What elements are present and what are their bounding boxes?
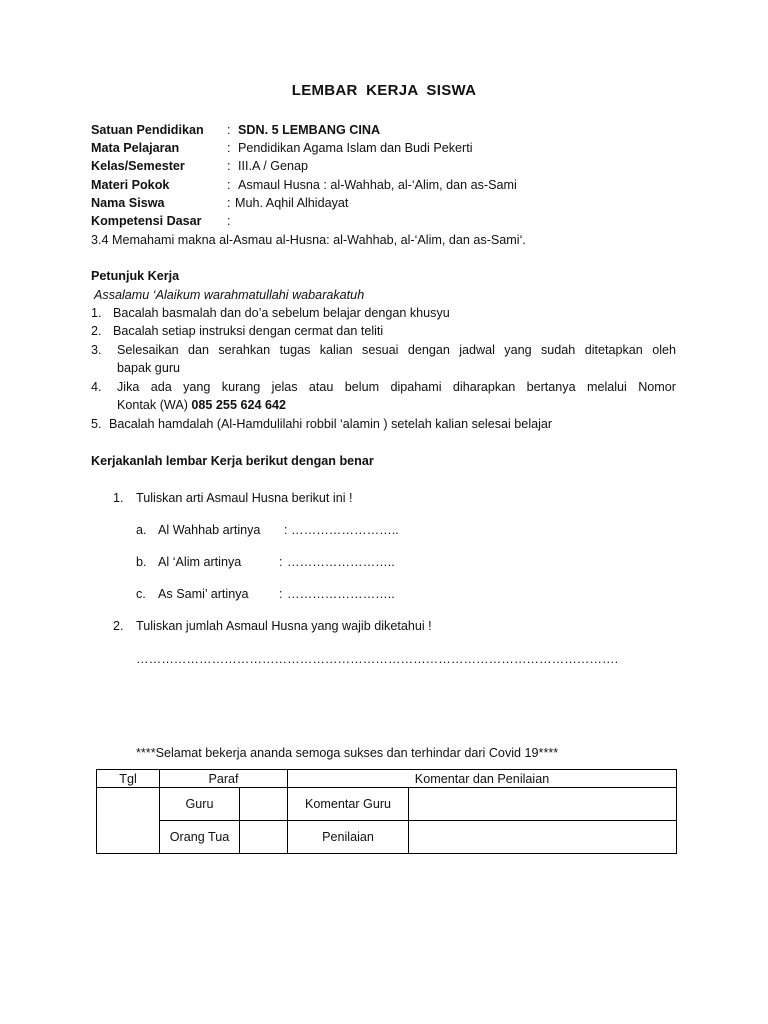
info-colon: : (227, 123, 231, 137)
sub-letter: b. (136, 555, 147, 569)
header-komentar: Komentar dan Penilaian (288, 770, 677, 788)
question-text: Tuliskan arti Asmaul Husna berikut ini ! (136, 491, 353, 505)
answer-line[interactable]: ……………………………………………………………………………………………………. (136, 652, 619, 666)
info-label-kd: Kompetensi Dasar (91, 214, 202, 228)
sub-colon: : (284, 523, 288, 537)
info-value-nama: Muh. Aqhil Alhidayat (235, 196, 349, 210)
info-colon: : (227, 159, 231, 173)
info-value-satuan: SDN. 5 LEMBANG CINA (238, 123, 381, 137)
info-colon: : (227, 214, 231, 228)
info-value-mapel: Pendidikan Agama Islam dan Budi Pekerti (238, 141, 473, 155)
answer-blank-sami[interactable]: …………………….. (287, 587, 395, 601)
komentar-guru-label: Komentar Guru (288, 788, 409, 821)
instruction-item: Bacalah basmalah dan do’a sebelum belajar dengan khusyu (113, 306, 450, 320)
assessment-table (96, 769, 677, 854)
greeting: Assalamu ‘Alaikum warahmatullahi wabarakatuh (94, 288, 365, 302)
info-label-mapel: Mata Pelajaran (91, 141, 180, 155)
sub-label-sami: As Sami’ artinya (158, 587, 249, 601)
answer-blank-wahhab[interactable]: …………………….. (291, 523, 399, 537)
question-text: Tuliskan jumlah Asmaul Husna yang wajib diketahui ! (136, 619, 432, 633)
sub-letter: c. (136, 587, 146, 601)
sub-letter: a. (136, 523, 147, 537)
instructions-heading: Petunjuk Kerja (91, 269, 180, 283)
instruction-number: 5. (91, 417, 102, 431)
instruction-item: Jika ada yang kurang jelas atau belum dipahami diharapkan bertanya melalui Nomor (117, 380, 676, 394)
instruction-number: 3. (91, 343, 102, 357)
question-number: 1. (113, 491, 124, 505)
header-paraf: Paraf (160, 770, 288, 788)
info-colon: : (227, 141, 231, 155)
info-value-materi: Asmaul Husna : al-Wahhab, al-‘Alim, dan as-Sami (238, 178, 517, 192)
instruction-number: 1. (91, 306, 102, 320)
sub-colon: : (279, 555, 283, 569)
instruction-number: 2. (91, 324, 102, 338)
instruction-number: 4. (91, 380, 102, 394)
answer-blank-alim[interactable]: …………………….. (287, 555, 395, 569)
question-number: 2. (113, 619, 124, 633)
sub-label-wahhab: Al Wahhab artinya (158, 523, 261, 537)
instruction-item: Bacalah hamdalah (Al-Hamdulilahi robbil ‘alamin ) setelah kalian selesai belajar (109, 417, 553, 431)
role-orang-tua: Orang Tua (160, 821, 240, 854)
kompetensi-dasar-text: 3.4 Memahami makna al-Asmau al-Husna: al-Wahhab, al-‘Alim, dan as-Sami‘. (91, 233, 526, 247)
sub-colon: : (279, 587, 283, 601)
info-label-nama: Nama Siswa (91, 196, 165, 210)
tgl-cell[interactable] (97, 788, 160, 854)
closing-message: ****Selamat bekerja ananda semoga sukses dan terhindar dari Covid 19**** (136, 746, 559, 760)
role-guru: Guru (160, 788, 240, 821)
info-label-satuan: Satuan Pendidikan (91, 123, 204, 137)
header-tgl: Tgl (97, 770, 160, 788)
penilaian-label: Penilaian (288, 821, 409, 854)
paraf-guru-cell[interactable] (240, 788, 288, 821)
paraf-orang-tua-cell[interactable] (240, 821, 288, 854)
task-heading: Kerjakanlah lembar Kerja berikut dengan benar (91, 454, 374, 468)
info-colon: : (227, 178, 231, 192)
komentar-guru-cell[interactable] (409, 788, 677, 821)
info-colon: : (227, 196, 231, 210)
info-value-kelas: III.A / Genap (238, 159, 309, 173)
penilaian-cell[interactable] (409, 821, 677, 854)
sub-label-alim: Al ‘Alim artinya (158, 555, 242, 569)
info-label-materi: Materi Pokok (91, 178, 170, 192)
instruction-item-continued (117, 397, 286, 413)
contact-phone-number: 085 255 624 642 (191, 398, 286, 412)
info-label-kelas: Kelas/Semester (91, 159, 185, 173)
instruction-item-continued: bapak guru (117, 361, 181, 375)
contact-prefix: Kontak (WA) (117, 398, 192, 412)
page-title: LEMBAR KERJA SISWA (291, 82, 477, 99)
instruction-item: Selesaikan dan serahkan tugas kalian sesuai dengan jadwal yang sudah ditetapkan oleh (117, 343, 676, 357)
instruction-item: Bacalah setiap instruksi dengan cermat dan teliti (113, 324, 384, 338)
